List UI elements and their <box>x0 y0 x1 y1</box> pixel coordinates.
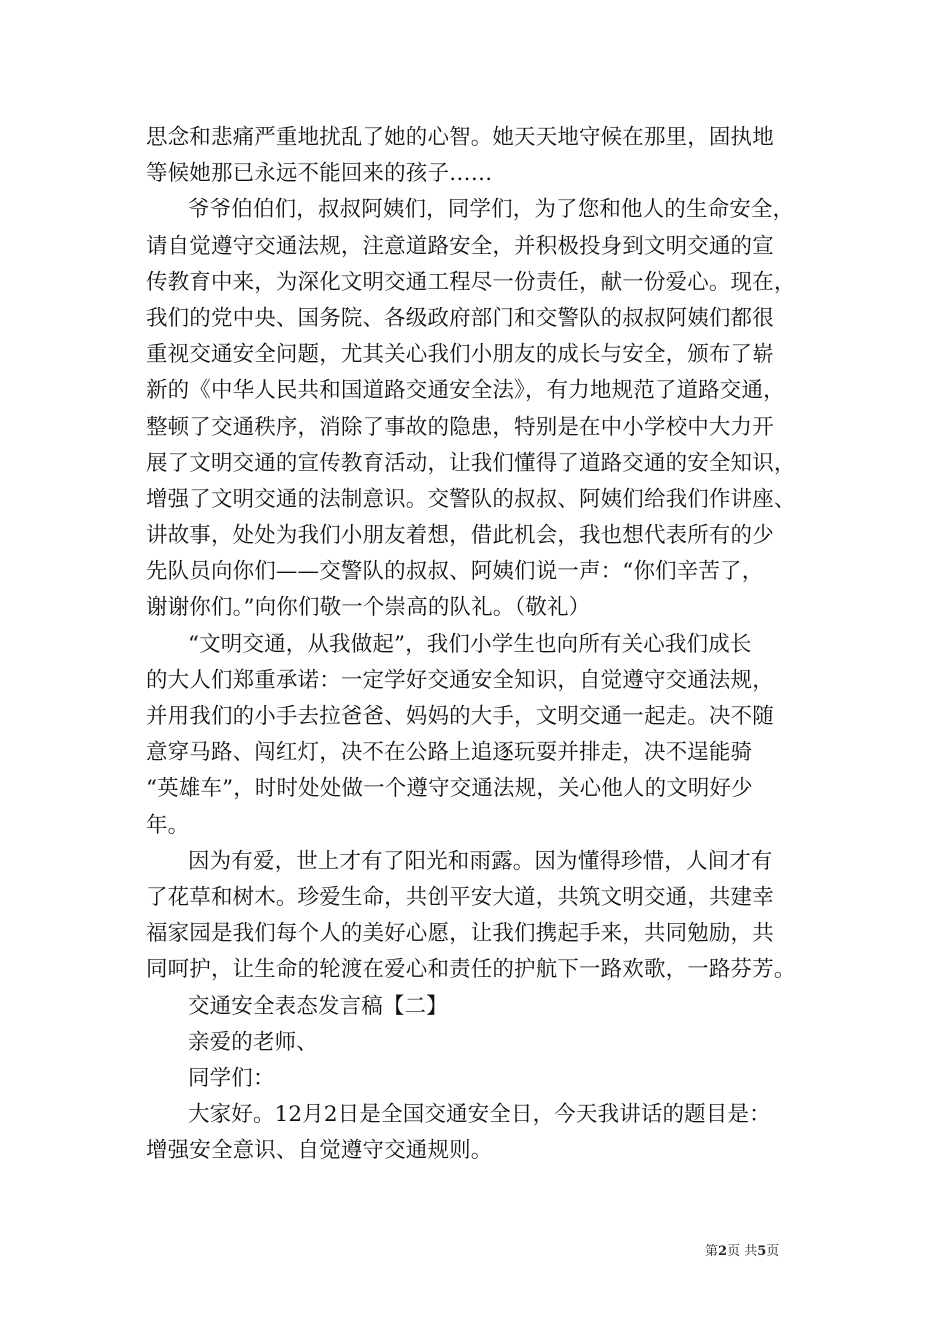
text-line: 同呵护，让生命的轮渡在爱心和责任的护航下一路欢歌，一路芬芳。 <box>146 957 796 983</box>
text-line: 福家园是我们每个人的美好心愿，让我们携起手来，共同勉励，共 <box>146 921 774 947</box>
text-line: “文明交通，从我做起”，我们小学生也向所有关心我们成长 <box>188 631 752 657</box>
text-line: 意穿马路、闯红灯，决不在公路上追逐玩耍并排走，决不逞能骑 <box>146 740 753 766</box>
text-line: 展了文明交通的宣传教育活动，让我们懂得了道路交通的安全知识， <box>146 450 796 476</box>
text-line: 请自觉遵守交通法规，注意道路安全，并积极投身到文明交通的宣 <box>146 233 774 259</box>
text-line: 大家好。12月2日是全国交通安全日，今天我讲话的题目是： <box>188 1102 771 1128</box>
text-line: 因为有爱，世上才有了阳光和雨露。因为懂得珍惜，人间才有 <box>188 848 773 874</box>
current-page-number: 2 <box>718 1244 728 1259</box>
text-line: “英雄车”，时时处处做一个遵守交通法规，关心他人的文明好少 <box>146 776 753 802</box>
text-line: 重视交通安全问题，尤其关心我们小朋友的成长与安全，颁布了崭 <box>146 342 774 368</box>
text-line: 整顿了交通秩序，消除了事故的隐患，特别是在中小学校中大力开 <box>146 414 774 440</box>
text-line: 爷爷伯伯们，叔叔阿姨们，同学们，为了您和他人的生命安全， <box>188 197 795 223</box>
text-line: 我们的党中央、国务院、各级政府部门和交警队的叔叔阿姨们都很 <box>146 305 774 331</box>
text-line: 讲故事，处处为我们小朋友着想，借此机会，我也想代表所有的少 <box>146 523 774 549</box>
page-footer <box>705 1244 779 1260</box>
footer-prefix: 第 <box>705 1244 719 1259</box>
text-line: 增强了文明交通的法制意识。交警队的叔叔、阿姨们给我们作讲座、 <box>146 486 796 512</box>
footer-middle: 页 共 <box>727 1244 758 1259</box>
text-line: 年。 <box>146 812 190 838</box>
text-line: 传教育中来，为深化文明交通工程尽一份责任，献一份爱心。现在， <box>146 269 796 295</box>
text-line: 同学们： <box>188 1065 275 1091</box>
text-line: 并用我们的小手去拉爸爸、妈妈的大手，文明交通一起走。决不随 <box>146 704 774 729</box>
total-page-number: 5 <box>757 1244 767 1259</box>
text-line: 了花草和树木。珍爱生命，共创平安大道，共筑文明交通，共建幸 <box>146 884 774 910</box>
text-line: 增强安全意识、自觉遵守交通规则。 <box>146 1138 493 1164</box>
text-line: 的大人们郑重承诺：一定学好交通安全知识，自觉遵守交通法规， <box>146 667 774 693</box>
text-line: 谢谢你们。”向你们敬一个崇高的队礼。（敬礼） <box>146 595 591 621</box>
text-line: 新的《中华人民共和国道路交通安全法》，有力地规范了道路交通， <box>146 378 785 404</box>
document-body <box>146 120 826 1169</box>
text-line: 亲爱的老师、 <box>188 1029 318 1055</box>
text-line: 思念和悲痛严重地扰乱了她的心智。她天天地守候在那里，固执地 <box>146 125 774 150</box>
text-line: 等候她那已永远不能回来的孩子…… <box>146 161 493 187</box>
footer-suffix: 页 <box>766 1244 780 1259</box>
text-line: 先队员向你们——交警队的叔叔、阿姨们说一声：“你们辛苦了， <box>146 559 764 585</box>
text-line: 交通安全表态发言稿【二】 <box>188 993 448 1019</box>
